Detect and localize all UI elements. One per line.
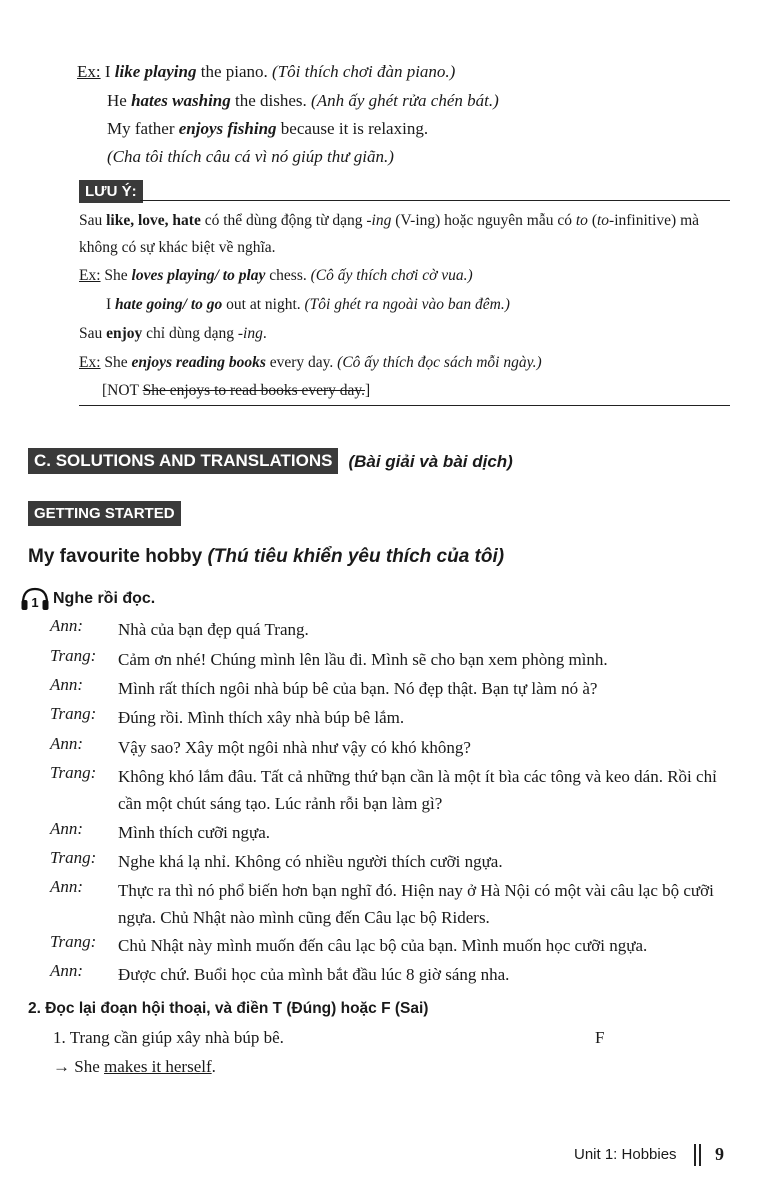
- note-example-2: I hate going/ to go out at night. (Tôi ghét ra ngoài vào ban đêm.): [106, 296, 510, 313]
- footer-divider: [694, 1144, 696, 1166]
- dialogue-line: [50, 704, 740, 731]
- task-2-item-1: 1. Trang cần giúp xây nhà búp bê.: [53, 1028, 284, 1047]
- getting-started-badge: GETTING STARTED: [28, 501, 181, 526]
- speaker-text: Chủ Nhật này mình muốn đến câu lạc bộ của bạn. Mình muốn học cưỡi ngựa.: [118, 936, 648, 955]
- dialogue-line: [50, 734, 740, 761]
- speaker-text: Nghe khá lạ nhỉ. Không có nhiều người thích cưỡi ngựa.: [118, 852, 503, 871]
- speaker-name: Ann:: [50, 877, 84, 896]
- dialogue-line: [50, 819, 740, 846]
- speaker-name: Trang:: [50, 763, 97, 782]
- dialogue-line: [50, 675, 740, 702]
- speaker-text: Mình thích cưỡi ngựa.: [118, 823, 271, 842]
- speaker-text: Nhà của bạn đẹp quá Trang.: [118, 620, 309, 639]
- task-1-number: 1: [31, 595, 39, 610]
- headphones-icon: [20, 586, 50, 612]
- task-1-label: Nghe rồi đọc.: [53, 590, 156, 607]
- section-c-translation: (Bài giải và bài dịch): [348, 452, 513, 471]
- note-badge: LƯU Ý:: [79, 180, 143, 203]
- speaker-name: Ann:: [50, 734, 84, 753]
- note-top-divider: [140, 200, 730, 201]
- dialogue-line: [50, 616, 740, 643]
- speaker-name: Ann:: [50, 675, 84, 694]
- speaker-name: Ann:: [50, 961, 84, 980]
- speaker-name: Trang:: [50, 704, 97, 723]
- ex-label: Ex:: [77, 62, 101, 81]
- dialogue-line: [50, 961, 740, 988]
- example-line-3: My father enjoys fishing because it is relaxing.: [107, 119, 429, 138]
- task-2-item-1-explanation: → She makes it herself.: [53, 1057, 216, 1076]
- speaker-text: Thực ra thì nó phổ biến hơn bạn nghĩ đó. Hiện nay ở Hà Nội có một vài câu lạc bộ cưỡi ngựa. Chủ Nhật nào mình cũng đến Câu lạc bộ Riders.: [118, 881, 714, 927]
- note-example-1: Ex: She loves playing/ to play chess. (Cô ấy thích chơi cờ vua.): [79, 267, 473, 284]
- speaker-text: Không khó lắm đâu. Tất cả những thứ bạn cần là một ít bìa các tông và keo dán. Rồi chỉ cần một chút sáng tạo. Lúc rảnh rỗi bạn làm gì?: [118, 767, 717, 813]
- arrow-icon: →: [53, 1057, 70, 1076]
- speaker-name: Trang:: [50, 646, 97, 665]
- dialogue-line: [50, 877, 740, 931]
- speaker-name: Ann:: [50, 819, 84, 838]
- example-line-2: He hates washing the dishes. (Anh ấy ghét rửa chén bát.): [107, 91, 499, 110]
- dialogue-line: [50, 932, 740, 959]
- note-paragraph-2: Sau enjoy chỉ dùng dạng -ing.: [79, 325, 267, 342]
- note-example-4: [NOT She enjoys to read books every day.]: [102, 382, 371, 399]
- hobby-title: My favourite hobby (Thú tiêu khiển yêu thích của tôi): [28, 546, 505, 567]
- note-paragraph-1-line-2: không có sự khác biệt về nghĩa.: [79, 239, 276, 256]
- task-2-item-1-answer: F: [595, 1028, 605, 1047]
- dialogue-line: [50, 848, 740, 875]
- example-line-1: Ex: I like playing the piano. (Tôi thích chơi đàn piano.): [77, 62, 456, 81]
- speaker-name: Ann:: [50, 616, 84, 635]
- speaker-text: Cảm ơn nhé! Chúng mình lên lầu đi. Mình sẽ cho bạn xem phòng mình.: [118, 650, 608, 669]
- dialogue-line: [50, 646, 740, 673]
- speaker-name: Trang:: [50, 848, 97, 867]
- speaker-name: Trang:: [50, 932, 97, 951]
- page-number: 9: [715, 1144, 724, 1164]
- footer-divider: [699, 1144, 701, 1166]
- speaker-text: Vậy sao? Xây một ngôi nhà như vậy có khó không?: [118, 738, 471, 757]
- note-bottom-divider: [79, 405, 730, 406]
- note-example-3: Ex: She enjoys reading books every day. (Cô ấy thích đọc sách mỗi ngày.): [79, 354, 542, 371]
- section-c-heading: [28, 448, 513, 474]
- speaker-text: Được chứ. Buổi học của mình bắt đầu lúc 8 giờ sáng nha.: [118, 965, 510, 984]
- speaker-text: Mình rất thích ngôi nhà búp bê của bạn. Nó đẹp thật. Bạn tự làm nó à?: [118, 679, 598, 698]
- section-c-badge: C. SOLUTIONS AND TRANSLATIONS: [28, 448, 338, 474]
- note-paragraph-1: Sau like, love, hate có thể dùng động từ dạng -ing (V-ing) hoặc nguyên mẫu có to (to-infinitive) mà: [79, 212, 700, 229]
- speaker-text: Đúng rồi. Mình thích xây nhà búp bê lắm.: [118, 708, 405, 727]
- dialogue-line: [50, 763, 740, 817]
- task-2-title: 2. Đọc lại đoạn hội thoại, và điền T (Đúng) hoặc F (Sai): [28, 1000, 429, 1017]
- example-line-4: (Cha tôi thích câu cá vì nó giúp thư giãn.): [107, 147, 394, 166]
- task-1-heading: [20, 586, 155, 612]
- footer-unit: Unit 1: Hobbies: [574, 1146, 677, 1163]
